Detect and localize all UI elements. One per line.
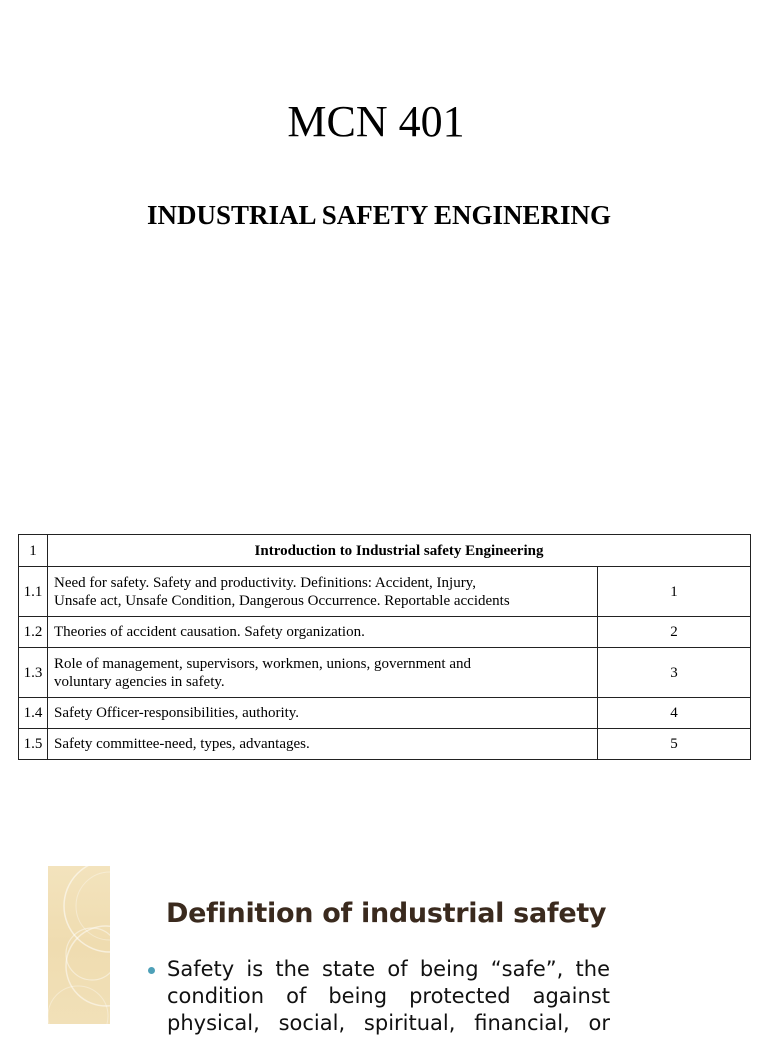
bullet-line: physical, social, spiritual, financial, or (167, 1011, 610, 1035)
topic-line: Role of management, supervisors, workmen, unions, government and (54, 655, 471, 672)
topic-hours: 3 (598, 648, 751, 698)
bullet-line: Safety is the state of being “safe”, the (167, 957, 610, 981)
topic-hours: 2 (598, 617, 751, 648)
table-row (19, 617, 751, 648)
topic-number: 1.3 (19, 648, 48, 698)
topic-number: 1.2 (19, 617, 48, 648)
topic-line: voluntary agencies in safety. (54, 673, 225, 690)
topic-hours: 5 (598, 729, 751, 760)
topic-number: 1.5 (19, 729, 48, 760)
slide-preview (0, 866, 768, 1035)
topic-text (48, 648, 598, 698)
module-number: 1 (19, 535, 48, 567)
syllabus-table (18, 534, 751, 760)
topic-hours: 1 (598, 567, 751, 617)
table-row-module (19, 535, 751, 567)
topic-line: Unsafe act, Unsafe Condition, Dangerous Occurrence. Reportable accidents (54, 592, 510, 609)
topic-text (48, 567, 598, 617)
table-row (19, 698, 751, 729)
table-row (19, 729, 751, 760)
slide-heading: Definition of industrial safety (166, 898, 607, 929)
bullet-dot-icon (148, 967, 155, 974)
decorative-band (48, 866, 110, 1024)
table-row (19, 648, 751, 698)
course-code: MCN 401 (287, 97, 465, 146)
topic-number: 1.1 (19, 567, 48, 617)
topic-text: Safety committee-need, types, advantages. (48, 729, 598, 760)
course-title: INDUSTRIAL SAFETY ENGINERING (146, 200, 612, 230)
topic-text: Safety Officer-responsibilities, authority. (48, 698, 598, 729)
swirl-decoration-icon (48, 866, 110, 1024)
topic-line: Need for safety. Safety and productivity. Definitions: Accident, Injury, (54, 574, 476, 591)
slide-bullet (148, 956, 610, 1037)
topic-number: 1.4 (19, 698, 48, 729)
module-title: Introduction to Industrial safety Engineering (48, 535, 751, 567)
topic-text: Theories of accident causation. Safety organization. (48, 617, 598, 648)
topic-hours: 4 (598, 698, 751, 729)
table-row (19, 567, 751, 617)
bullet-line: condition of being protected against (167, 984, 610, 1008)
